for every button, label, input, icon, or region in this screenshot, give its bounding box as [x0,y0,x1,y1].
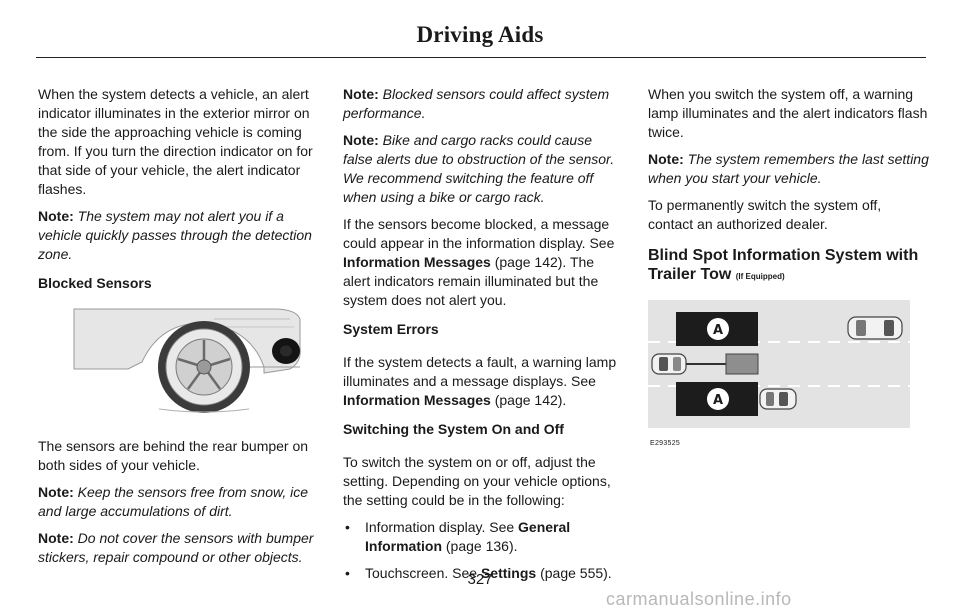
note-text: Keep the sensors free from snow, ice and large accumulations of dirt. [38,484,309,519]
note-text: The system may not alert you if a vehicle quickly passes through the detection zone. [38,208,312,262]
approaching-vehicle-bottom-icon [760,389,796,409]
note-keep-free [38,483,320,521]
link-settings[interactable]: Settings [480,565,537,581]
column-1 [38,85,320,575]
note-label: Note: [343,86,379,102]
note-bike-racks [343,131,625,207]
paragraph-permanent-off: To permanently switch the system off, contact an authorized dealer. [648,197,882,232]
note-text: Do not cover the sensors with bumper stickers, repair compound or other objects. [38,530,314,565]
header-divider [36,57,926,58]
vehicle-top-right-icon [848,317,902,339]
own-vehicle-icon [652,354,686,374]
note-text: The system remembers the last setting when you start your vehicle. [648,151,929,186]
zone-label-a-bottom: A [712,393,724,408]
heading-bsi-trailer-tow [648,246,930,286]
note-label: Note: [343,132,379,148]
note-label: Note: [648,151,684,167]
paragraph-sensor-location: The sensors are behind the rear bumper on both sides of your vehicle. [38,438,309,473]
heading-qualifier: (If Equipped) [735,272,785,281]
bullet-icon: • [345,519,350,535]
zone-label-a-top: A [712,323,724,338]
heading-switching-system: Switching the System On and Off [343,421,564,437]
watermark: carmanualsonline.info [606,589,792,609]
list-item [343,518,625,556]
note-label: Note: [38,208,74,224]
text: (page 136). [445,538,518,554]
note-performance [343,85,625,123]
paragraph-switch-setting: To switch the system on or off, adjust the setting. Depending on your vehicle options, the setting could be in the following: [343,454,611,508]
column-2 [343,85,625,591]
trailer-icon [726,354,758,374]
page-title: Driving Aids [416,22,544,47]
text: Information display. See [365,519,515,535]
heading-blocked-sensors: Blocked Sensors [38,275,152,291]
paragraph-switch-off: When you switch the system off, a warning lamp illuminates and the alert indicators flash twice. [648,86,928,140]
text: (page 555). [540,565,612,581]
note-do-not-cover [38,529,320,567]
rear-wheel-sensor-illustration [64,307,304,417]
paragraph-blocked-message [343,215,625,310]
note-label: Note: [38,484,74,500]
link-information-messages[interactable]: Information Messages [343,392,491,408]
heading-system-errors: System Errors [343,321,439,337]
text: If the system detects a fault, a warning lamp illuminates and a message displays. See [343,354,617,389]
page-number: 327 [467,571,493,588]
text: (page 142). [494,392,567,408]
text: If the sensors become blocked, a message could appear in the information display. See [343,216,615,251]
text: Touchscreen. See [365,565,478,581]
note-label: Note: [38,530,74,546]
note-quick-pass [38,207,320,264]
paragraph-alert-indicator: When the system detects a vehicle, an alert indicator illuminates in the exterior mirror on the side the approaching vehicle is coming from. If you turn the direction indicator on for that side of your vehicle, the alert indicator flashes. [38,86,313,197]
column-3 [648,85,930,453]
figure-code: E293525 [650,440,681,447]
paragraph-system-fault [343,353,625,410]
note-remembers-setting [648,150,930,188]
link-information-messages[interactable]: Information Messages [343,254,491,270]
note-text: Bike and cargo racks could cause false alerts due to obstruction of the sensor. We recommend switching the feature off when using a bike or cargo rack. [343,132,615,205]
bsi-trailer-diagram [648,298,910,430]
heading-text: Blind Spot Information System with Trailer Tow [648,247,919,283]
text: (page 142). The alert indicators remain illuminated but the system does not alert you. [343,254,599,308]
note-text: Blocked sensors could affect system performance. [343,86,610,121]
link-general-information[interactable]: General Information [365,519,571,554]
bullet-icon: • [345,565,350,581]
